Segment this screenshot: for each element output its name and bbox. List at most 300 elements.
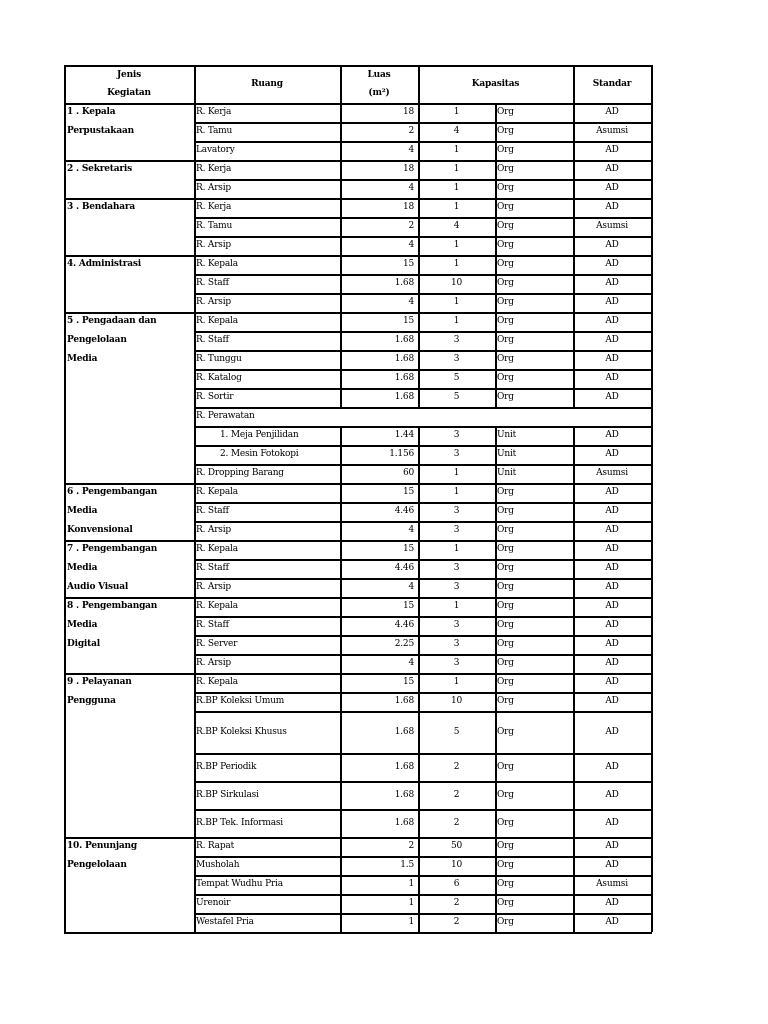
col-border: [340, 217, 342, 236]
jenis-kegiatan-label: Media: [67, 563, 98, 573]
jenis-kegiatan-label: Media: [67, 620, 98, 630]
cell-kapasitas: 3: [453, 335, 460, 345]
col-border: [340, 122, 342, 141]
cell-kapasitas: 1: [453, 145, 460, 155]
cell-ruang: R.BP Koleksi Umum: [196, 696, 285, 706]
cell-ruang: R. Dropping Barang: [196, 468, 284, 478]
group-bottom-border: [64, 312, 652, 314]
col-border: [340, 692, 342, 711]
cell-unit: Org: [497, 898, 514, 908]
cell-luas: 1.68: [394, 373, 414, 383]
cell-ruang: R. Kepala: [196, 677, 238, 687]
col-border: [573, 464, 575, 483]
col-border: [194, 654, 196, 673]
group-bottom-border: [64, 160, 652, 162]
cell-standar: AD: [605, 917, 619, 927]
cell-unit: Org: [497, 860, 514, 870]
col-border: [573, 578, 575, 597]
col-border: [495, 198, 497, 217]
col-border: [418, 711, 420, 753]
col-border: [495, 179, 497, 198]
cell-kapasitas: 1: [453, 183, 460, 193]
col-border: [340, 521, 342, 540]
cell-ruang: R. Rapat: [196, 841, 234, 851]
row-border: [194, 875, 652, 877]
col-border: [194, 616, 196, 635]
cell-standar: AD: [605, 430, 619, 440]
col-border: [573, 426, 575, 445]
col-border: [495, 369, 497, 388]
cell-kapasitas: 1: [453, 107, 460, 117]
jenis-kegiatan-label: 9 . Pelayanan: [67, 677, 132, 687]
col-border: [573, 502, 575, 521]
col-border: [418, 179, 420, 198]
header-col-border: [340, 65, 342, 103]
row-border: [194, 578, 652, 580]
cell-ruang: R. Staff: [196, 563, 229, 573]
col-border: [418, 198, 420, 217]
col-border: [495, 559, 497, 578]
cell-ruang: R. Staff: [196, 620, 229, 630]
cell-ruang: R. Staff: [196, 278, 229, 288]
cell-standar: AD: [605, 898, 619, 908]
col-border: [340, 597, 342, 616]
col-border: [340, 673, 342, 692]
col-border: [418, 913, 420, 932]
cell-ruang: Musholah: [196, 860, 240, 870]
cell-ruang: R. Arsip: [196, 582, 231, 592]
col-border: [418, 559, 420, 578]
cell-standar: AD: [605, 727, 619, 737]
cell-unit: Org: [497, 221, 514, 231]
col-border: [495, 445, 497, 464]
col-border: [573, 635, 575, 654]
col-border: [418, 483, 420, 502]
cell-standar: AD: [605, 860, 619, 870]
col-border: [495, 753, 497, 781]
col-border: [418, 597, 420, 616]
col-border: [418, 753, 420, 781]
header-col-border: [418, 65, 420, 103]
cell-standar: AD: [605, 335, 619, 345]
cell-ruang: R. Kepala: [196, 601, 238, 611]
cell-ruang: 2. Mesin Fotokopi: [220, 449, 299, 459]
col-border: [418, 540, 420, 559]
cell-ruang: R. Kepala: [196, 487, 238, 497]
col-border: [573, 198, 575, 217]
col-border: [495, 103, 497, 122]
cell-standar: Asumsi: [596, 468, 628, 478]
col-border: [573, 711, 575, 753]
group-bottom-border: [64, 597, 652, 599]
cell-kapasitas: 2: [453, 762, 460, 772]
col-border: [418, 875, 420, 894]
cell-kapasitas: 1: [453, 164, 460, 174]
cell-ruang: R. Katalog: [196, 373, 242, 383]
cell-ruang: R. Arsip: [196, 240, 231, 250]
col-border: [418, 141, 420, 160]
col-border: [573, 369, 575, 388]
col-border: [194, 578, 196, 597]
table-top-border: [64, 65, 652, 67]
col-border: [495, 894, 497, 913]
row-border: [194, 654, 652, 656]
cell-kapasitas: 3: [453, 506, 460, 516]
cell-ruang: R. Arsip: [196, 658, 231, 668]
cell-luas: 15: [402, 677, 414, 687]
cell-luas: 4: [408, 145, 414, 155]
col-border: [573, 540, 575, 559]
cell-kapasitas: 3: [453, 525, 460, 535]
col-border: [573, 236, 575, 255]
col-border: [194, 312, 196, 331]
group-bottom-border: [64, 540, 652, 542]
cell-standar: AD: [605, 818, 619, 828]
col-border: [418, 673, 420, 692]
jenis-kegiatan-label: 2 . Sekretaris: [67, 164, 133, 174]
cell-standar: AD: [605, 525, 619, 535]
cell-unit: Org: [497, 917, 514, 927]
cell-unit: Org: [497, 790, 514, 800]
cell-unit: Org: [497, 525, 514, 535]
cell-standar: AD: [605, 696, 619, 706]
row-border: [194, 293, 652, 295]
row-border: [194, 388, 652, 390]
jenis-kegiatan-label: Media: [67, 354, 98, 364]
jenis-kegiatan-label: Media: [67, 506, 98, 516]
col-border: [340, 464, 342, 483]
cell-ruang: R.BP Tek. Informasi: [196, 818, 283, 828]
cell-luas: 2: [408, 126, 414, 136]
cell-standar: AD: [605, 790, 619, 800]
col-border: [418, 502, 420, 521]
col-border: [495, 160, 497, 179]
col-border: [194, 837, 196, 856]
col-border: [418, 274, 420, 293]
col-border: [573, 673, 575, 692]
col-border: [573, 781, 575, 809]
col-border: [194, 635, 196, 654]
cell-ruang: R. Kerja: [196, 202, 232, 212]
cell-kapasitas: 2: [453, 898, 460, 908]
cell-luas: 4: [408, 658, 414, 668]
row-border: [194, 521, 652, 523]
cell-unit: Org: [497, 601, 514, 611]
cell-luas: 1.68: [394, 392, 414, 402]
cell-unit: Org: [497, 620, 514, 630]
col-border: [573, 809, 575, 837]
col-border: [194, 540, 196, 559]
col-border: [194, 426, 196, 445]
cell-ruang: R. Arsip: [196, 525, 231, 535]
cell-kapasitas: 5: [453, 392, 460, 402]
cell-standar: AD: [605, 373, 619, 383]
col-border: [340, 559, 342, 578]
col-border: [418, 616, 420, 635]
col-border: [340, 293, 342, 312]
col-border: [194, 464, 196, 483]
cell-standar: AD: [605, 202, 619, 212]
col-border: [495, 711, 497, 753]
cell-luas: 1: [408, 879, 414, 889]
cell-ruang: R. Tunggu: [196, 354, 242, 364]
col-border: [194, 913, 196, 932]
col-border: [418, 160, 420, 179]
jenis-kegiatan-label: 10. Penunjang: [67, 841, 137, 851]
col-border: [194, 692, 196, 711]
col-border: [194, 217, 196, 236]
cell-unit: Unit: [497, 449, 517, 459]
cell-kapasitas: 3: [453, 658, 460, 668]
cell-luas: 4: [408, 183, 414, 193]
cell-standar: AD: [605, 278, 619, 288]
header-luas-line1: Luas: [367, 70, 391, 80]
cell-ruang: R.BP Periodik: [196, 762, 257, 772]
cell-unit: Org: [497, 879, 514, 889]
cell-standar: AD: [605, 297, 619, 307]
cell-luas: 1.68: [394, 762, 414, 772]
cell-standar: AD: [605, 354, 619, 364]
row-border: [194, 464, 652, 466]
col-border: [573, 913, 575, 932]
cell-standar: AD: [605, 620, 619, 630]
cell-ruang: R. Kepala: [196, 259, 238, 269]
cell-kapasitas: 4: [453, 126, 460, 136]
cell-standar: AD: [605, 762, 619, 772]
row-border: [194, 179, 652, 181]
col-border: [573, 521, 575, 540]
cell-unit: Org: [497, 335, 514, 345]
cell-kapasitas: 1: [453, 316, 460, 326]
row-border: [194, 274, 652, 276]
row-border: [194, 217, 652, 219]
cell-luas: 2.25: [394, 639, 414, 649]
col-border: [340, 540, 342, 559]
cell-standar: AD: [605, 145, 619, 155]
col-border: [418, 654, 420, 673]
jenis-kegiatan-label: 6 . Pengembangan: [67, 487, 158, 497]
cell-ruang: 1. Meja Penjilidan: [220, 430, 299, 440]
jenis-kegiatan-label: 4. Administrasi: [67, 259, 141, 269]
group-bottom-border: [64, 483, 652, 485]
col-border: [573, 141, 575, 160]
table-left-border: [64, 65, 66, 932]
col-border: [340, 369, 342, 388]
jenis-kegiatan-label: Pengelolaan: [67, 335, 127, 345]
cell-luas: 4.46: [394, 506, 414, 516]
col-border: [495, 350, 497, 369]
row-border: [194, 635, 652, 637]
cell-luas: 4: [408, 297, 414, 307]
col-border: [340, 635, 342, 654]
row-border: [194, 369, 652, 371]
cell-standar: AD: [605, 544, 619, 554]
col-border: [418, 426, 420, 445]
col-border: [495, 856, 497, 875]
jenis-kegiatan-label: 7 . Pengembangan: [67, 544, 158, 554]
col-border: [340, 913, 342, 932]
cell-kapasitas: 50: [450, 841, 463, 851]
col-border: [495, 217, 497, 236]
cell-kapasitas: 2: [453, 818, 460, 828]
col-border: [418, 331, 420, 350]
jenis-kegiatan-label: 1 . Kepala: [67, 107, 116, 117]
cell-standar: Asumsi: [596, 126, 628, 136]
cell-ruang: R. Tamu: [196, 126, 233, 136]
col-border: [194, 753, 196, 781]
cell-unit: Org: [497, 544, 514, 554]
col-border: [573, 179, 575, 198]
cell-standar: AD: [605, 677, 619, 687]
cell-ruang: R. Staff: [196, 335, 229, 345]
cell-unit: Org: [497, 278, 514, 288]
col-border: [194, 122, 196, 141]
col-border: [418, 445, 420, 464]
row-border: [194, 809, 652, 811]
header-ruang: Ruang: [251, 79, 283, 89]
cell-kapasitas: 3: [453, 620, 460, 630]
table-right-border: [651, 65, 653, 932]
col-border: [573, 217, 575, 236]
cell-ruang: Tempat Wudhu Pria: [196, 879, 283, 889]
jenis-kegiatan-label: Perpustakaan: [67, 126, 134, 136]
col-border: [418, 635, 420, 654]
col-border: [495, 809, 497, 837]
cell-unit: Org: [497, 145, 514, 155]
cell-kapasitas: 10: [450, 860, 463, 870]
col-border: [573, 616, 575, 635]
jenis-kegiatan-label: Pengelolaan: [67, 860, 127, 870]
col-border: [495, 837, 497, 856]
cell-luas: 15: [402, 259, 414, 269]
cell-kapasitas: 10: [450, 278, 463, 288]
cell-unit: Org: [497, 762, 514, 772]
cell-unit: Org: [497, 582, 514, 592]
cell-luas: 1: [408, 917, 414, 927]
col-border: [194, 875, 196, 894]
col-border: [194, 160, 196, 179]
cell-ruang: R. Staff: [196, 506, 229, 516]
col-border: [340, 502, 342, 521]
cell-luas: 1.68: [394, 790, 414, 800]
header-standar: Standar: [592, 79, 632, 89]
col-border: [495, 502, 497, 521]
col-border: [340, 781, 342, 809]
cell-luas: 1: [408, 898, 414, 908]
cell-standar: AD: [605, 601, 619, 611]
col-border: [573, 312, 575, 331]
cell-luas: 4: [408, 240, 414, 250]
col-border: [418, 692, 420, 711]
col-border: [418, 837, 420, 856]
col-border: [495, 293, 497, 312]
col-border: [194, 293, 196, 312]
col-border: [340, 198, 342, 217]
col-border: [340, 274, 342, 293]
cell-unit: Org: [497, 316, 514, 326]
col-border: [573, 654, 575, 673]
col-border: [194, 559, 196, 578]
cell-unit: Org: [497, 658, 514, 668]
cell-kapasitas: 3: [453, 449, 460, 459]
col-border: [418, 894, 420, 913]
col-border: [194, 407, 196, 426]
cell-standar: AD: [605, 107, 619, 117]
col-border: [340, 875, 342, 894]
col-border: [340, 654, 342, 673]
col-border: [573, 255, 575, 274]
row-border: [194, 331, 652, 333]
header-kapasitas: Kapasitas: [471, 79, 520, 89]
col-border: [194, 179, 196, 198]
row-border: [194, 141, 652, 143]
jenis-kegiatan-label: Konvensional: [67, 525, 133, 535]
group-bottom-border: [64, 932, 652, 934]
cell-standar: AD: [605, 582, 619, 592]
cell-kapasitas: 1: [453, 240, 460, 250]
col-border: [418, 122, 420, 141]
row-border: [194, 559, 652, 561]
cell-kapasitas: 1: [453, 297, 460, 307]
cell-standar: AD: [605, 506, 619, 516]
col-border: [418, 809, 420, 837]
row-border: [194, 711, 652, 713]
col-border: [495, 875, 497, 894]
cell-ruang: R. Kerja: [196, 164, 232, 174]
row-border: [194, 753, 652, 755]
cell-luas: 4.46: [394, 563, 414, 573]
cell-standar: AD: [605, 259, 619, 269]
col-border: [495, 312, 497, 331]
col-border: [194, 502, 196, 521]
col-border: [194, 255, 196, 274]
cell-unit: Org: [497, 392, 514, 402]
cell-standar: AD: [605, 240, 619, 250]
cell-unit: Org: [497, 563, 514, 573]
col-border: [194, 856, 196, 875]
cell-kapasitas: 1: [453, 202, 460, 212]
cell-luas: 1.68: [394, 696, 414, 706]
col-border: [340, 255, 342, 274]
col-border: [495, 616, 497, 635]
header-bottom-border: [64, 103, 652, 105]
cell-ruang: R. Server: [196, 639, 238, 649]
cell-kapasitas: 1: [453, 487, 460, 497]
cell-luas: 1.44: [394, 430, 414, 440]
cell-luas: 1.68: [394, 727, 414, 737]
col-border: [194, 673, 196, 692]
cell-standar: Asumsi: [596, 879, 628, 889]
col-border: [573, 122, 575, 141]
row-border: [194, 781, 652, 783]
col-border: [495, 388, 497, 407]
row-border: [194, 236, 652, 238]
jenis-kegiatan-label: 3 . Bendahara: [67, 202, 136, 212]
row-border: [194, 407, 652, 409]
cell-ruang: R. Kepala: [196, 544, 238, 554]
col-border: [495, 913, 497, 932]
col-border: [340, 809, 342, 837]
cell-standar: AD: [605, 183, 619, 193]
cell-ruang: R. Arsip: [196, 183, 231, 193]
col-border: [495, 781, 497, 809]
cell-ruang: R. Tamu: [196, 221, 233, 231]
cell-ruang: R. Kepala: [196, 316, 238, 326]
col-border: [340, 483, 342, 502]
cell-ruang: R. Kerja: [196, 107, 232, 117]
cell-unit: Org: [497, 240, 514, 250]
cell-luas: 15: [402, 544, 414, 554]
